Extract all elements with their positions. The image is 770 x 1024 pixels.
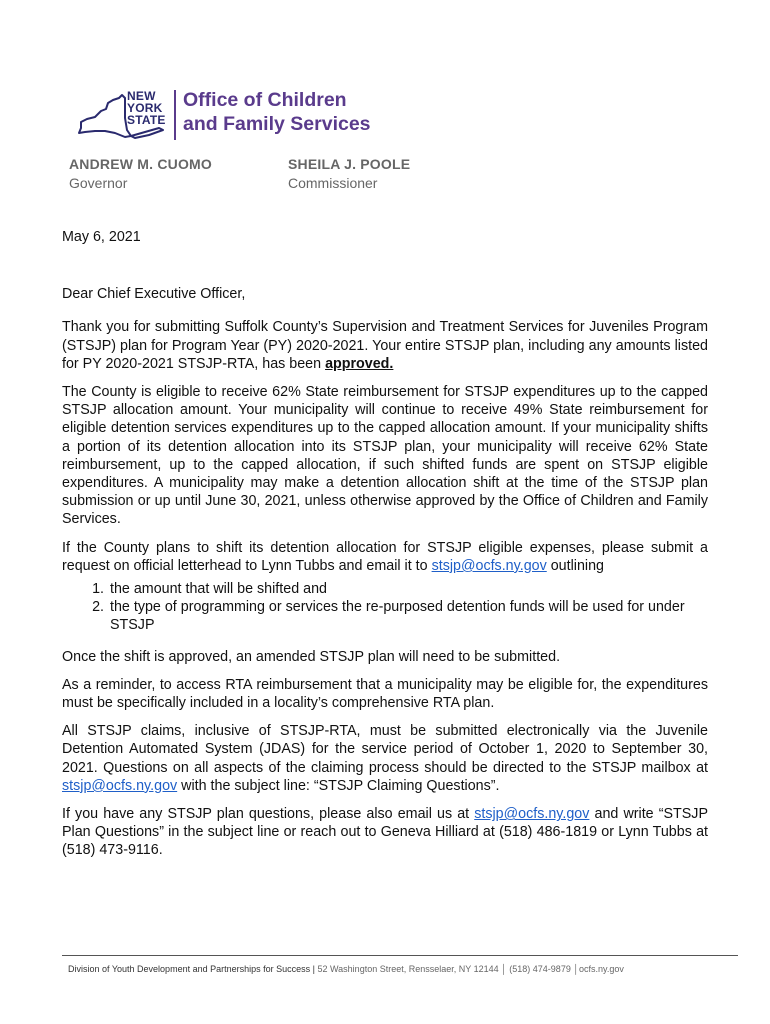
footer-phone: (518) 474-9879: [509, 964, 571, 974]
commissioner-title: Commissioner: [288, 175, 378, 191]
governor-block: [69, 156, 212, 191]
paragraph-1: Thank you for submitting Suffolk County’s Supervision and Treatment Services for Juveniles Program (STSJP) plan for Program Year (PY) 2020-2021. Your entire STSJP plan, including any amounts listed for PY 2020-2021 STSJP-RTA, has been approved.: [62, 319, 708, 372]
footer: Division of Youth Development and Partnerships for Success | 52 Washington Street, Rensselaer, NY 12144 │ (518) 474-9879 │ocfs.ny.gov: [68, 964, 624, 974]
org-name-line2: and Family Services: [183, 113, 371, 135]
footer-divider: [62, 955, 738, 956]
logo-divider: [174, 90, 176, 140]
paragraph-3: If the County plans to shift its detention allocation for STSJP eligible expenses, please submit a request on official letterhead to Lynn Tubbs and email it to stsjp@ocfs.ny.gov outlining: [62, 539, 708, 574]
footer-address: 52 Washington Street, Rensselaer, NY 12144: [317, 964, 499, 974]
salutation: Dear Chief Executive Officer,: [62, 286, 246, 303]
list-item: 1. the amount that will be shifted and: [108, 580, 708, 598]
paragraph-4: Once the shift is approved, an amended STSJP plan will need to be submitted.: [62, 648, 561, 665]
approved-emphasis: approved.: [325, 355, 394, 372]
shift-request-list: [62, 580, 708, 635]
list-item: 2. the type of programming or services the re-purposed detention funds will be used for under STSJP: [108, 598, 708, 634]
paragraph-7: If you have any STSJP plan questions, please also email us at stsjp@ocfs.ny.gov and write “STSJP Plan Questions” in the subject line or reach out to Geneva Hilliard at (518) 486-1819 or Lynn Tubbs at (518) 473-9116.: [62, 806, 708, 859]
governor-title: Governor: [69, 175, 128, 191]
new-york-state-wordmark: NEW YORK STATE: [127, 89, 166, 127]
org-name-line1: Office of Children: [183, 89, 347, 111]
ocfs-logo: [75, 86, 385, 148]
paragraph-6: All STSJP claims, inclusive of STSJP-RTA, must be submitted electronically via the Juvenile Detention Automated System (JDAS) for the service period of October 1, 2020 to September 30, 2021. Questions on all aspects of the claiming process should be directed to the STSJP mailbox at stsjp@ocfs.ny.gov with the subject line: “STSJP Claiming Questions”.: [62, 723, 708, 794]
email-link[interactable]: stsjp@ocfs.ny.gov: [62, 777, 178, 794]
org-name: [183, 88, 371, 136]
email-link[interactable]: stsjp@ocfs.ny.gov: [474, 806, 590, 823]
paragraph-5: As a reminder, to access RTA reimbursement that a municipality may be eligible for, the expenditures must be specifically included in a locality’s comprehensive RTA plan.: [62, 676, 708, 712]
email-link[interactable]: stsjp@ocfs.ny.gov: [431, 557, 547, 574]
letter-body: [62, 228, 708, 870]
governor-name: ANDREW M. CUOMO: [69, 156, 212, 172]
commissioner-block: [288, 156, 410, 191]
paragraph-2: The County is eligible to receive 62% State reimbursement for STSJP expenditures up to the capped STSJP allocation amount. Your municipality will continue to receive 49% State reimbursement for eligible detention services expenditures up to the capped allocation amount. If your municipality shifts a portion of its detention allocation into its STSJP plan, your municipality will receive 62% State reimbursement, up to the capped allocation, if such shifted funds are spent on STSJP eligible expenditures. A municipality may make a detention allocation shift at the time of the STSJP plan submission or up until June 30, 2021, unless otherwise approved by the Office of Children and Family Services.: [62, 384, 708, 528]
footer-division: Division of Youth Development and Partnerships for Success: [68, 964, 311, 974]
commissioner-name: SHEILA J. POOLE: [288, 156, 411, 172]
footer-website: ocfs.ny.gov: [578, 964, 624, 974]
officials-block: [69, 156, 589, 196]
letter-date: May 6, 2021: [62, 229, 141, 245]
